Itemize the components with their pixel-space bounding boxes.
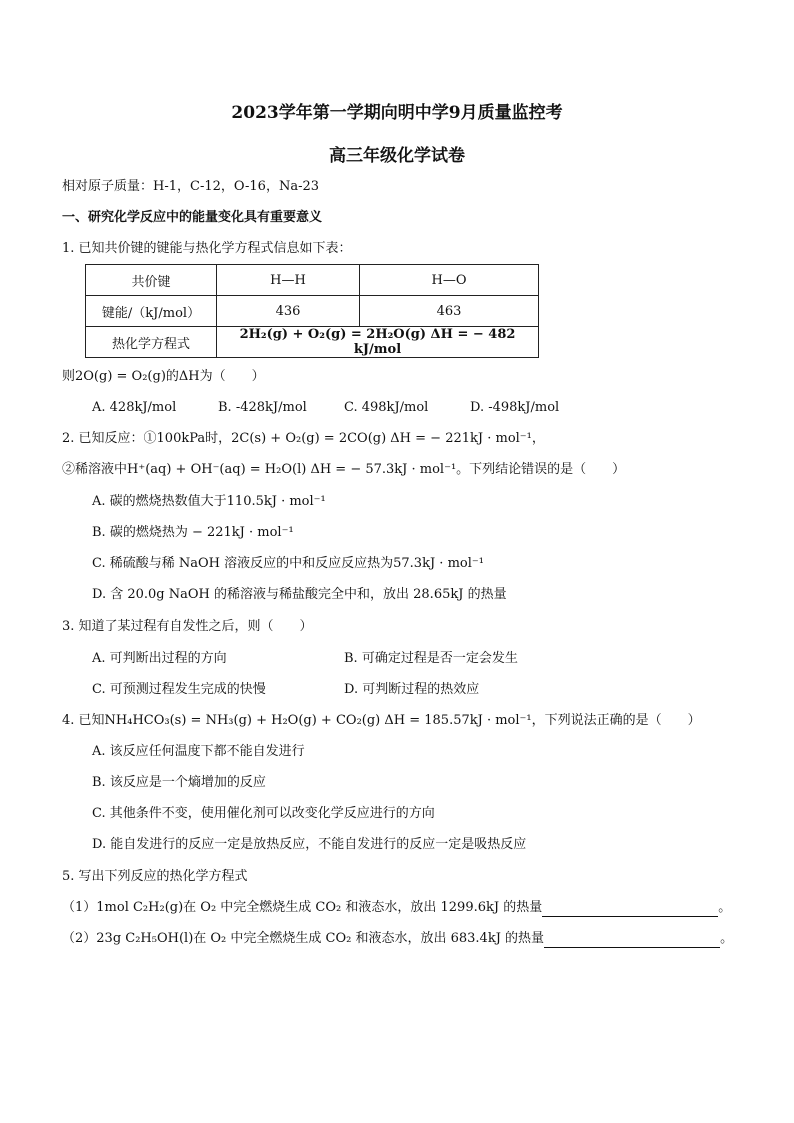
table-row	[86, 327, 539, 358]
q2-option-b: B. 碳的燃烧热为 − 221kJ · mol⁻¹	[92, 525, 294, 540]
q1-stem: 1. 已知共价键的键能与热化学方程式信息如下表：	[62, 241, 352, 256]
exam-subtitle: 高三年级化学试卷	[329, 146, 465, 166]
table-cell: H—H	[217, 265, 360, 296]
bond-energy-table	[85, 264, 539, 358]
q4-option-d: D. 能自发进行的反应一定是放热反应，不能自发进行的反应一定是吸热反应	[92, 837, 527, 852]
q1-option-a: A. 428kJ/mol	[92, 400, 177, 415]
table-cell: 共价键	[86, 265, 217, 296]
q3-option-a: A. 可判断出过程的方向	[92, 651, 227, 666]
answer-blank-1[interactable]	[542, 902, 718, 917]
q4-option-b: B. 该反应是一个熵增加的反应	[92, 775, 266, 790]
q3-stem: 3. 知道了某过程有自发性之后，则（ ）	[62, 619, 313, 634]
q2-option-a: A. 碳的燃烧热数值大于110.5kJ · mol⁻¹	[92, 494, 326, 509]
q4-option-a: A. 该反应任何温度下都不能自发进行	[92, 744, 305, 759]
q2-line1: 2. 已知反应：①100kPa时，2C(s) + O₂(g) = 2CO(g) ΔH = − 221kJ · mol⁻¹，	[62, 431, 545, 446]
q5-part1-text: （1）1mol C₂H₂(g)在 O₂ 中完全燃烧生成 CO₂ 和液态水，放出 1299.6kJ 的热量	[62, 900, 543, 915]
q1-ask: 则2O(g) = O₂(g)的ΔH为（ ）	[62, 369, 265, 384]
section-heading: 一、研究化学反应中的能量变化具有重要意义	[62, 210, 323, 225]
table-cell: 436	[217, 296, 360, 327]
q5-stem: 5. 写出下列反应的热化学方程式	[62, 869, 248, 884]
table-row	[86, 296, 539, 327]
q3-option-c: C. 可预测过程发生完成的快慢	[92, 682, 266, 697]
table-cell: 键能/（kJ/mol）	[86, 296, 217, 327]
q4-stem: 4. 已知NH₄HCO₃(s) = NH₃(g) + H₂O(g) + CO₂(g) ΔH = 185.57kJ · mol⁻¹，下列说法正确的是（ ）	[62, 713, 701, 728]
table-cell: H—O	[360, 265, 539, 296]
q5-part2	[62, 930, 733, 948]
q5-part1	[62, 899, 731, 917]
q3-option-b: B. 可确定过程是否一定会发生	[344, 651, 518, 666]
atomic-mass-note: 相对原子质量：H-1，C-12，O-16，Na-23	[62, 179, 320, 194]
table-row	[86, 265, 539, 296]
q2-line2: ②稀溶液中H⁺(aq) + OH⁻(aq) = H₂O(l) ΔH = − 57.3kJ · mol⁻¹。下列结论错误的是（ ）	[62, 462, 626, 477]
answer-blank-2[interactable]	[544, 933, 720, 948]
q1-option-b: B. -428kJ/mol	[218, 400, 307, 415]
table-cell: 463	[360, 296, 539, 327]
q2-option-d: D. 含 20.0g NaOH 的稀溶液与稀盐酸完全中和，放出 28.65kJ 的热量	[92, 587, 507, 602]
q4-option-c: C. 其他条件不变，使用催化剂可以改变化学反应进行的方向	[92, 806, 435, 821]
period-mark: 。	[720, 931, 734, 946]
q5-part2-text: （2）23g C₂H₅OH(l)在 O₂ 中完全燃烧生成 CO₂ 和液态水，放出 683.4kJ 的热量	[62, 931, 545, 946]
table-cell: 热化学方程式	[86, 327, 217, 358]
q2-option-c: C. 稀硫酸与稀 NaOH 溶液反应的中和反应反应热为57.3kJ · mol⁻¹	[92, 556, 484, 571]
q3-option-d: D. 可判断过程的热效应	[344, 682, 480, 697]
thermo-equation-cell: 2H₂(g) + O₂(g) = 2H₂O(g) ΔH = − 482 kJ/mol	[217, 327, 539, 358]
q1-option-c: C. 498kJ/mol	[344, 400, 429, 415]
period-mark: 。	[718, 900, 732, 915]
exam-title: 2023学年第一学期向明中学9月质量监控考	[231, 103, 563, 123]
q1-option-d: D. -498kJ/mol	[470, 400, 560, 415]
